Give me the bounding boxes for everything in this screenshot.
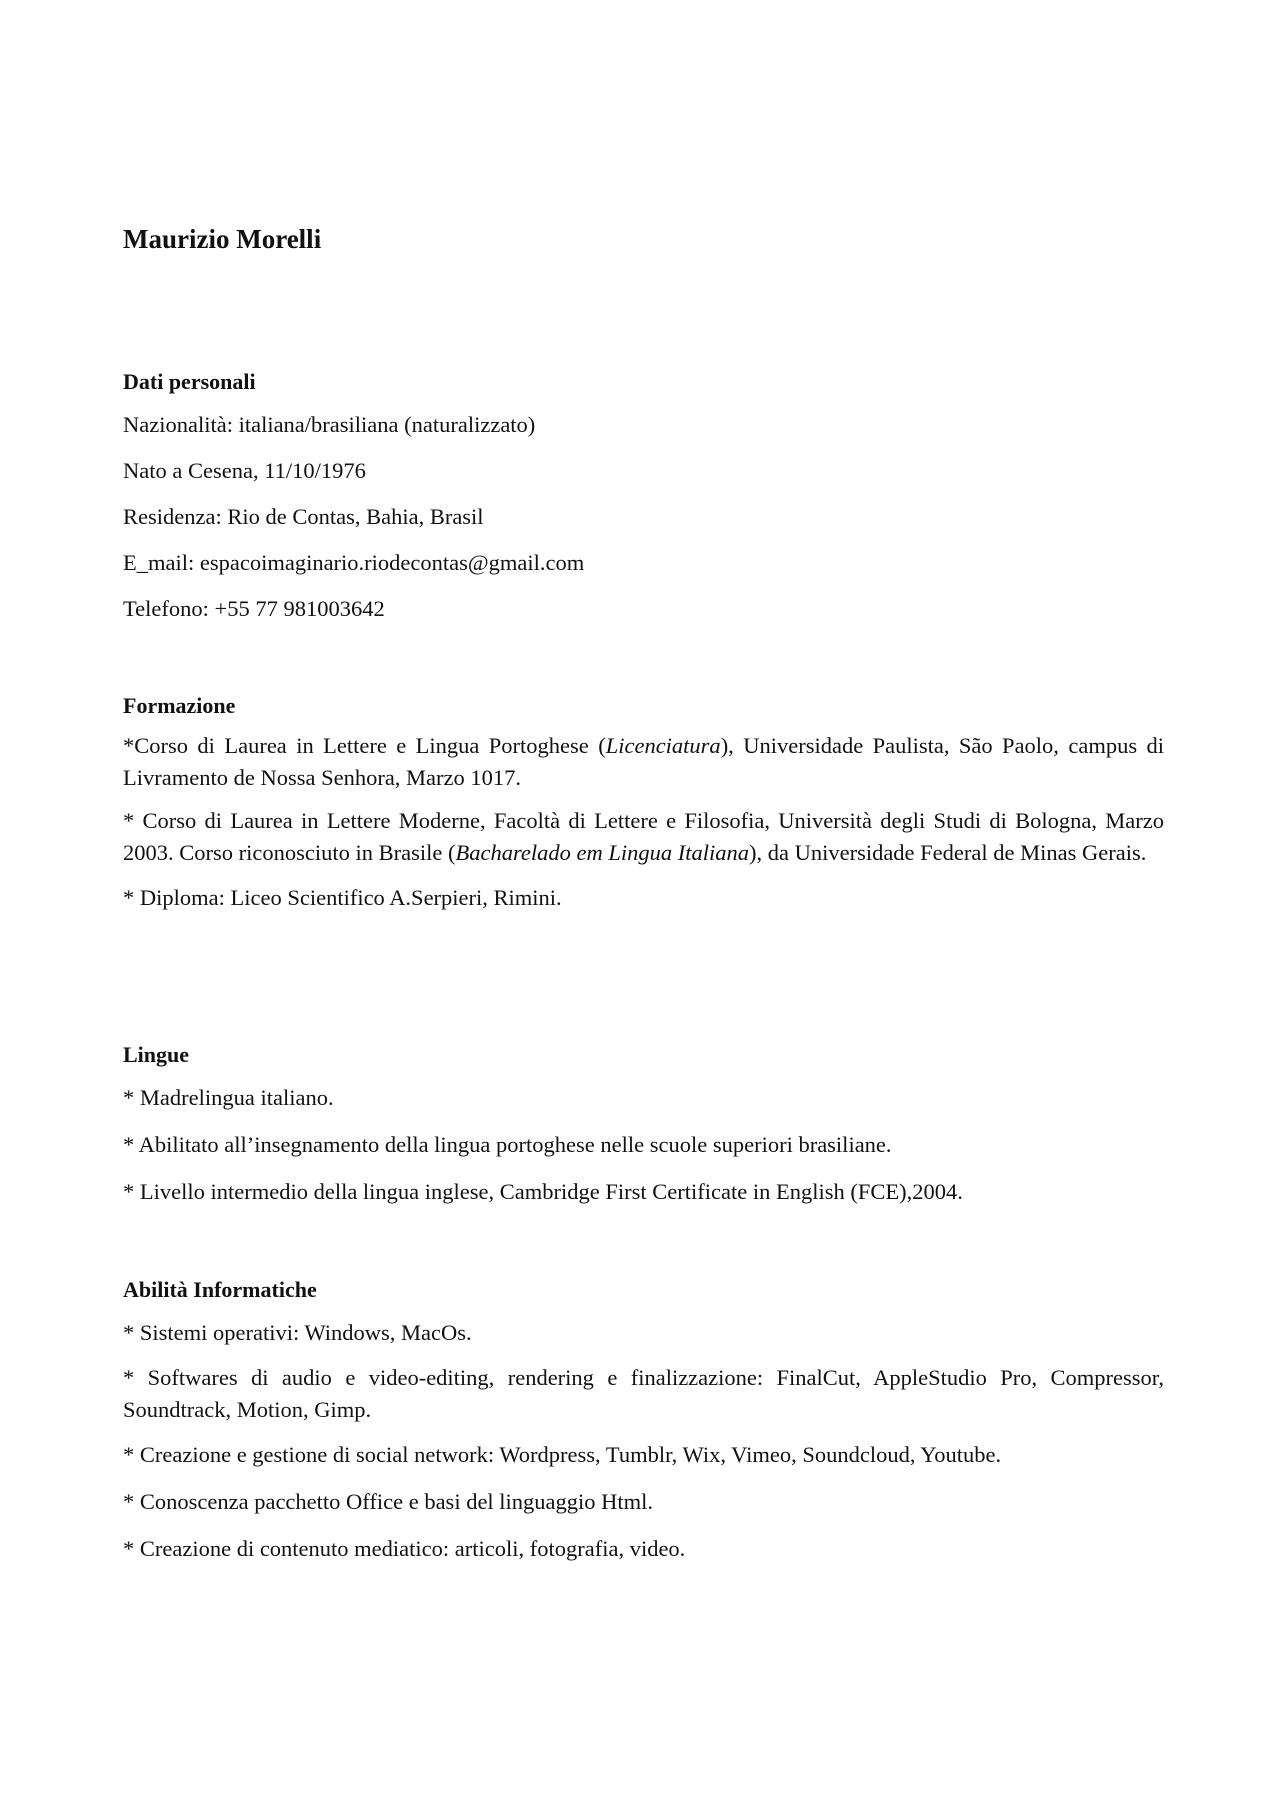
section-abilita-informatiche (123, 1276, 1164, 1578)
section-heading-formazione: Formazione (123, 693, 236, 718)
formazione-item-2-italic: Bacharelado em Lingua Italiana (455, 840, 749, 865)
residenza-line: Residenza: Rio de Contas, Bahia, Brasil (123, 504, 484, 529)
section-dati-personali (123, 368, 1164, 637)
section-heading-dati-personali: Dati personali (123, 369, 256, 394)
abilita-item: * Sistemi operativi: Windows, MacOs. (123, 1320, 472, 1345)
formazione-item-licenciatura (123, 730, 1164, 794)
cv-page (123, 0, 1164, 1811)
email-line: E_mail: espacoimaginario.riodecontas@gmail.com (123, 550, 585, 575)
lingue-item: * Madrelingua italiano. (123, 1085, 334, 1110)
formazione-item-laurea-bologna (123, 805, 1164, 869)
formazione-item-1-post: ), Universidade Paulista, São Paolo, campus di Livramento de Nossa Senhora, Marzo 1017. (123, 733, 1164, 790)
formazione-item-2-pre: * Corso di Laurea in Lettere Moderne, Facoltà di Lettere e Filosofia, Università degli Studi di Bologna, Marzo 2003. Corso riconosciuto in Brasile ( (123, 808, 1164, 865)
lingue-item: * Abilitato all’insegnamento della lingua portoghese nelle scuole superiori brasiliane. (123, 1132, 892, 1157)
abilita-item: * Softwares di audio e video-editing, rendering e finalizzazione: FinalCut, AppleStudio Pro, Compressor, Soundtrack, Motion, Gimp. (123, 1365, 1164, 1422)
lingue-item: * Livello intermedio della lingua inglese, Cambridge First Certificate in English (FCE),2004. (123, 1179, 963, 1204)
formazione-item-1-italic: Licenciatura (605, 733, 721, 758)
abilita-item: * Conoscenza pacchetto Office e basi del linguaggio Html. (123, 1489, 654, 1514)
formazione-item-2-post: ), da Universidade Federal de Minas Gerais. (748, 840, 1147, 865)
section-formazione (123, 692, 1164, 927)
section-lingue (123, 1041, 1164, 1221)
section-heading-lingue: Lingue (123, 1042, 190, 1067)
section-heading-abilita-informatiche: Abilità Informatiche (123, 1277, 317, 1302)
cv-name: Maurizio Morelli (123, 224, 322, 254)
abilita-item: * Creazione di contenuto mediatico: articoli, fotografia, video. (123, 1536, 686, 1561)
telefono-line: Telefono: +55 77 981003642 (123, 596, 385, 621)
formazione-item-1-pre: *Corso di Laurea in Lettere e Lingua Portoghese ( (123, 733, 606, 758)
nazionalita-line: Nazionalità: italiana/brasiliana (naturalizzato) (123, 412, 536, 437)
abilita-item: * Creazione e gestione di social network: Wordpress, Tumblr, Wix, Vimeo, Soundcloud, Youtube. (123, 1442, 1002, 1467)
formazione-item-diploma: * Diploma: Liceo Scientifico A.Serpieri, Rimini. (123, 885, 562, 910)
nascita-line: Nato a Cesena, 11/10/1976 (123, 458, 366, 483)
